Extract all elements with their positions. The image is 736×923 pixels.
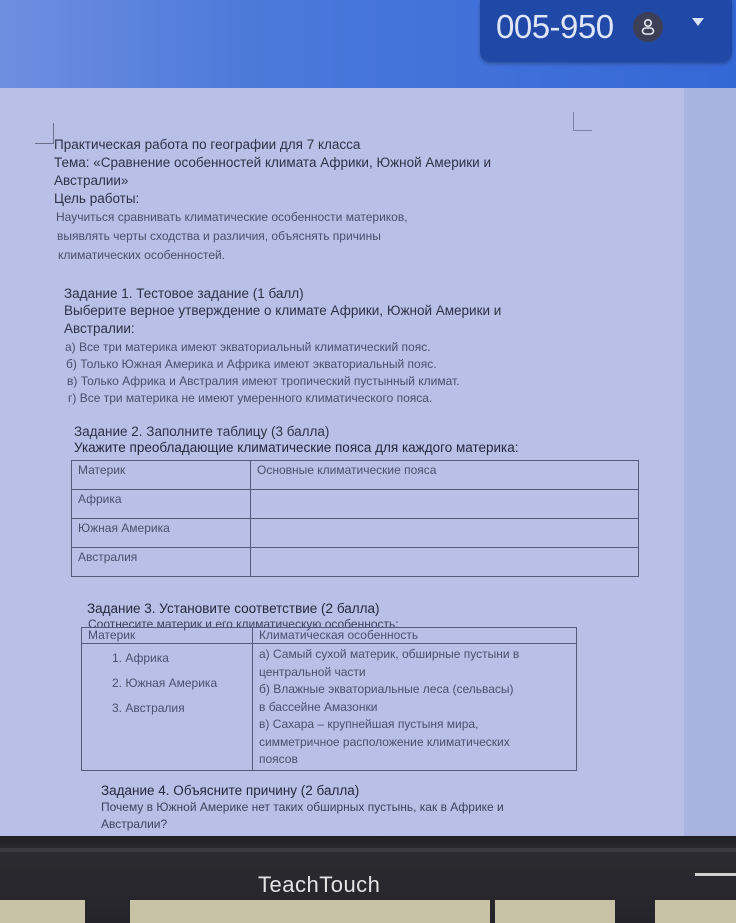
- chevron-down-icon[interactable]: [692, 18, 704, 26]
- task4-question-cont: Австралии?: [101, 817, 168, 831]
- task1-option-a: а) Все три материка имеют экваториальный климатический пояс.: [65, 340, 431, 354]
- table-header-continent: Материк: [82, 628, 253, 644]
- keyboard-area: [655, 900, 736, 923]
- bezel-detail: [695, 873, 736, 876]
- task2-instruction: Укажите преобладающие климатические пояса для каждого материка:: [74, 440, 519, 455]
- goal-line: Научиться сравнивать климатические особенности материков,: [56, 210, 408, 224]
- keyboard-area: [0, 900, 85, 923]
- task1-option-d: г) Все три материка не имеют умеренного климатического пояса.: [68, 391, 433, 405]
- document-title: Практическая работа по географии для 7 класса: [54, 137, 361, 152]
- table-row: [72, 490, 639, 519]
- climate-belts-table: [71, 460, 639, 577]
- user-icon[interactable]: [633, 12, 663, 42]
- page-margin: [684, 88, 736, 836]
- list-item: б) Влажные экваториальные леса (сельвасы): [259, 682, 514, 696]
- list-item: а) Самый сухой материк, обширные пустыни в: [259, 647, 520, 661]
- margin-corner-top-right: [573, 112, 592, 131]
- bezel-edge: [0, 848, 736, 852]
- table-header-feature: Климатическая особенность: [259, 628, 419, 642]
- matching-table: [81, 627, 577, 771]
- task4-title: Задание 4. Объясните причину (2 балла): [101, 783, 360, 798]
- task2-title: Задание 2. Заполните таблицу (3 балла): [74, 424, 330, 439]
- table-header-continent: Материк: [72, 461, 251, 490]
- table-cell-continent: Южная Америка: [72, 519, 251, 548]
- list-item: поясов: [259, 752, 298, 766]
- task1-question: Выберите верное утверждение о климате Африки, Южной Америки и: [64, 303, 502, 318]
- margin-corner-top-left: [35, 123, 54, 144]
- task1-title: Задание 1. Тестовое задание (1 балл): [64, 286, 304, 301]
- table-cell-belts[interactable]: [251, 548, 639, 577]
- table-cell-belts[interactable]: [251, 490, 639, 519]
- topic-line-2: Австралии»: [54, 173, 129, 188]
- task1-option-b: б) Только Южная Америка и Африка имеют экваториальный пояс.: [66, 357, 437, 371]
- goal-line: климатических особенностей.: [58, 248, 226, 262]
- list-item: в) Сахара – крупнейшая пустыня мира,: [259, 717, 479, 731]
- task1-question-cont: Австралии:: [64, 321, 135, 336]
- list-item: 3. Австралия: [112, 701, 185, 715]
- list-item: симметричное расположение климатических: [259, 734, 510, 749]
- table-row: [72, 548, 639, 577]
- task3-instruction: Соотнесите материк и его климатическую особенность:: [88, 617, 399, 631]
- goal-line: выявлять черты сходства и различия, объяснять причины: [57, 229, 381, 243]
- task3-title: Задание 3. Установите соответствие (2 балла): [87, 601, 380, 616]
- continent-list: [82, 644, 253, 771]
- feature-list: [253, 644, 577, 771]
- list-item: в бассейне Амазонки: [259, 699, 378, 714]
- table-cell-continent: Австралия: [72, 548, 251, 577]
- table-cell-continent: Африка: [72, 490, 251, 519]
- task4-question: Почему в Южной Америке нет таких обширных пустынь, как в Африке и: [101, 800, 504, 814]
- list-item: 2. Южная Америка: [112, 676, 218, 690]
- keyboard-area: [130, 900, 490, 923]
- list-item: 1. Африка: [112, 651, 169, 665]
- topic-line-1: Тема: «Сравнение особенностей климата Африки, Южной Америки и: [54, 155, 491, 170]
- table-header-belts: Основные климатические пояса: [251, 461, 639, 490]
- monitor-brand-logo: TeachTouch: [258, 872, 381, 897]
- session-code: 005-950: [496, 8, 614, 45]
- table-row: [72, 519, 639, 548]
- goal-label: Цель работы:: [54, 191, 140, 206]
- table-cell-belts[interactable]: [251, 519, 639, 548]
- keyboard-area: [495, 900, 615, 923]
- task1-option-c: в) Только Африка и Австралия имеют тропический пустынный климат.: [67, 374, 460, 388]
- list-item: центральной части: [259, 664, 366, 679]
